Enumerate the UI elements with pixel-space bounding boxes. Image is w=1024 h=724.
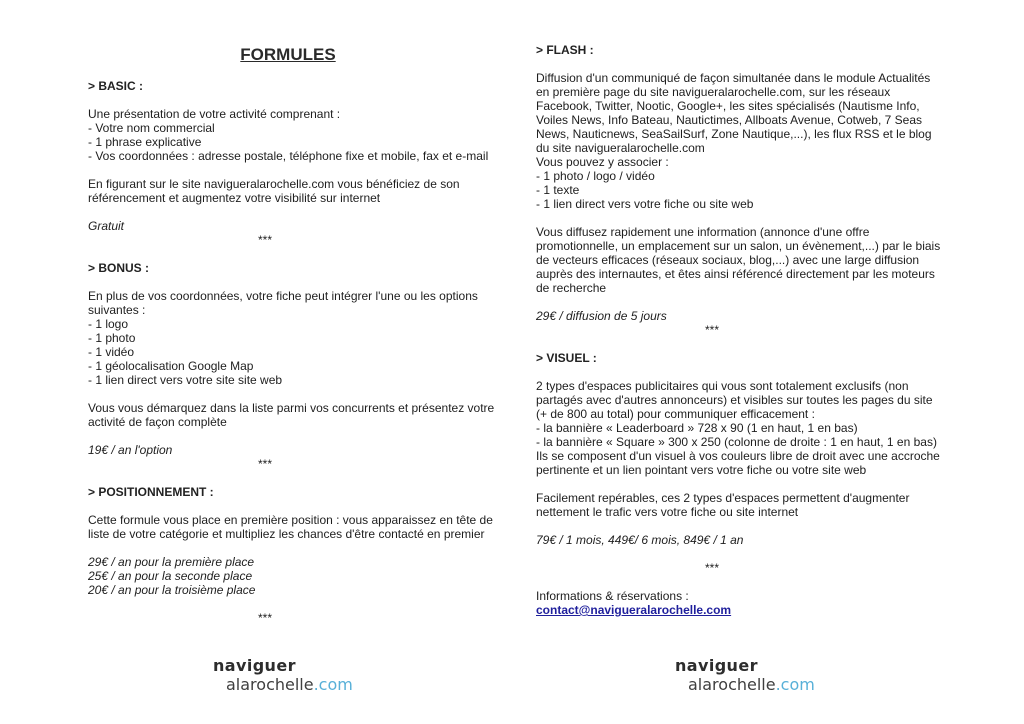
basic-intro-list [88,107,498,163]
visuel-paragraph: Ils se composent d'un visuel à vos couleurs libre de droit avec une accroche pertinente et un lien pointant vers votre fiche ou votre site web [536,449,940,477]
basic-price-block [88,219,498,247]
bullet-line: - 1 photo [88,331,136,345]
positionnement-price-list [88,555,498,597]
right-column [536,43,942,631]
price-line: Gratuit [88,219,125,233]
logo-naviguer-alarochelle-right [675,656,815,694]
bullet-line: - 1 lien direct vers votre fiche ou site web [536,197,754,211]
bullet-line: - 1 photo / logo / vidéo [536,169,655,183]
text-line: En plus de vos coordonnées, votre fiche peut intégrer l'une ou les options suivantes : [88,289,478,317]
section-heading-positionnement: > POSITIONNEMENT : [88,485,214,499]
left-column [88,44,498,639]
page-title: FORMULES [240,45,336,64]
logo-name-text: naviguer [213,656,296,675]
price-line: 25€ / an pour la seconde place [88,569,253,583]
logo-domain-line [688,675,815,694]
bullet-line: - 1 géolocalisation Google Map [88,359,254,373]
stars-separator: *** [704,561,719,575]
logo-domain-text: alarochelle [688,675,776,694]
bullet-line: - la bannière « Leaderboard » 728 x 90 (1 en haut, 1 en bas) [536,421,858,435]
stars-separator: *** [257,457,272,471]
price-line: 29€ / an pour la première place [88,555,255,569]
price-line: 79€ / 1 mois, 449€/ 6 mois, 849€ / 1 an [536,533,744,547]
bonus-paragraph: Vous vous démarquez dans la liste parmi vos concurrents et présentez votre activité de façon complète [88,401,495,429]
logo-tld-text: .com [775,675,815,694]
flash-paragraph-2: Vous diffusez rapidement une information (annonce d'une offre promotionnelle, un emplacement sur un salon, un évènement,...) par le biais de vecteurs efficaces (réseaux sociaux, blog,...) avec une large diffusion auprès des internautes, et êtes ainsi référencé directement par les moteurs de recherche [536,225,941,295]
section-heading-flash: > FLASH : [536,43,594,57]
bullet-line: - 1 texte [536,183,580,197]
bullet-line: - Vos coordonnées : adresse postale, téléphone fixe et mobile, fax et e-mail [88,149,489,163]
positionnement-paragraph: Cette formule vous place en première position : vous apparaissez en tête de liste de votre catégorie et multipliez les chances d'être contacté en premier [88,513,493,541]
contact-email-link[interactable]: contact@navigueralarochelle.com [536,603,732,617]
bullet-line: - 1 logo [88,317,129,331]
bullet-line: - 1 lien direct vers votre site site web [88,373,283,387]
basic-paragraph: En figurant sur le site navigueralarochelle.com vous bénéficiez de son référencement et augmentez votre visibilité sur internet [88,177,460,205]
logo-naviguer-alarochelle-left [213,656,353,694]
bullet-line: - 1 vidéo [88,345,135,359]
flash-price-block [536,309,942,337]
logo-domain-line [226,675,353,694]
visuel-paragraph-3: Facilement repérables, ces 2 types d'espaces permettent d'augmenter nettement le trafic vers votre fiche ou site internet [536,491,910,519]
visuel-paragraph: 2 types d'espaces publicitaires qui vous sont totalement exclusifs (non partagés avec d'autres annonceurs) et visibles sur toutes les pages du site (+ de 800 au total) pour communiquer efficacement : [536,379,933,421]
bonus-price-block [88,443,498,471]
section-heading-bonus: > BONUS : [88,261,150,275]
stars-separator: *** [257,611,272,625]
price-line: 20€ / an pour la troisième place [88,583,256,597]
contact-block [536,589,942,617]
logo-tld-text: .com [313,675,353,694]
flash-paragraph: Diffusion d'un communiqué de façon simultanée dans le module Actualités en première page du site navigueralarochelle.com, sur les réseaux Facebook, Twitter, Nootic, Google+, les sites spécialisés (Nautisme Info, Voiles News, Info Bateau, Nautictimes, Allboats Avenue, Cotweb, 7 Seas News, Nauticnews, SeaSailSurf, Zone Nautique,...), les flux RSS et le blog du site navigueralarochelle.com [536,71,932,155]
section-heading-basic: > BASIC : [88,79,144,93]
logo-name-text: naviguer [675,656,758,675]
bonus-intro-list [88,289,498,387]
text-line: Vous pouvez y associer : [536,155,669,169]
visuel-description-block [536,379,942,477]
bullet-line: - 1 phrase explicative [88,135,202,149]
price-line: 19€ / an l'option [88,443,173,457]
price-line: 29€ / diffusion de 5 jours [536,309,667,323]
bullet-line: - la bannière « Square » 300 x 250 (colonne de droite : 1 en haut, 1 en bas) [536,435,937,449]
logo-domain-text: alarochelle [226,675,314,694]
stars-separator: *** [257,233,272,247]
contact-label: Informations & réservations : [536,589,689,603]
text-line: Une présentation de votre activité comprenant : [88,107,341,121]
flash-description-block [536,71,942,211]
section-heading-visuel: > VISUEL : [536,351,597,365]
bullet-line: - Votre nom commercial [88,121,215,135]
stars-separator: *** [704,323,719,337]
